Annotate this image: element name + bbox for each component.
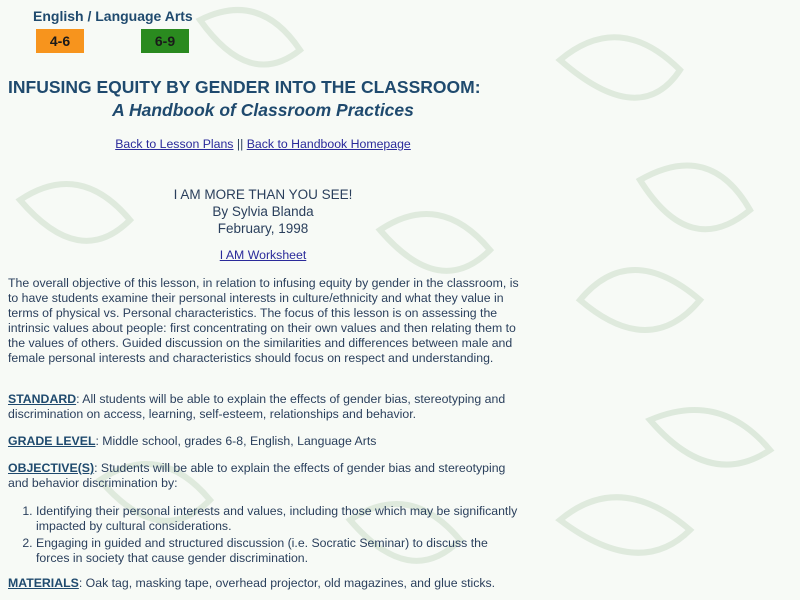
objectives-label: OBJECTIVE(S) xyxy=(8,461,95,475)
subject-heading: English / Language Arts xyxy=(33,8,193,24)
objective-item: 1. Identifying their personal interests and values, including those which may be significantly impacted by cultural considerations. xyxy=(36,504,523,534)
page-subtitle: A Handbook of Classroom Practices xyxy=(112,100,414,120)
objectives-text: : Students will be able to explain the effects of gender bias and stereotyping and behavior discrimination by: xyxy=(8,461,506,490)
standard-section xyxy=(8,392,523,422)
materials-label: MATERIALS xyxy=(8,576,79,590)
lesson-date: February, 1998 xyxy=(217,221,309,236)
nav-separator: || xyxy=(236,137,244,151)
lesson-author: By Sylvia Blanda xyxy=(212,204,314,219)
back-to-lesson-plans-link[interactable]: Back to Lesson Plans xyxy=(115,137,234,151)
lesson-title: I AM MORE THAN YOU SEE! xyxy=(173,187,353,202)
worksheet-link[interactable]: I AM Worksheet xyxy=(219,248,307,262)
objective-item: 2. Engaging in guided and structured discussion (i.e. Socratic Seminar) to discuss the forces in society that cause gender discrimination. xyxy=(36,536,523,566)
objectives-section xyxy=(8,461,523,566)
grade-level-text: : Middle school, grades 6-8, English, Language Arts xyxy=(95,434,377,448)
materials-text: : Oak tag, masking tape, overhead projector, old magazines, and glue sticks. xyxy=(78,576,496,590)
lesson-header xyxy=(8,186,518,237)
overview-paragraph: The overall objective of this lesson, in relation to infusing equity by gender in the classroom, is to have students examine their personal interests in culture/ethnicity and what they value in terms of physical vs. Personal characteristics. The focus of this lesson is on assessing the intrinsic values about people: first concentrating on their own values and then relating them to the values of others. Guided discussion on the similarities and differences between male and female personal interests and characteristics should focus on respect and understanding. xyxy=(8,276,519,365)
grade-level-label: GRADE LEVEL xyxy=(8,434,96,448)
grade-badge-4-6[interactable]: 4-6 xyxy=(36,29,84,53)
nav-links xyxy=(8,137,518,152)
back-to-homepage-link[interactable]: Back to Handbook Homepage xyxy=(246,137,411,151)
grade-level-section xyxy=(8,434,523,449)
grade-badge-6-9[interactable]: 6-9 xyxy=(141,29,189,53)
standard-label: STANDARD xyxy=(8,392,77,406)
materials-section xyxy=(8,576,523,591)
page-title: INFUSING EQUITY BY GENDER INTO THE CLASSROOM: xyxy=(8,77,481,97)
standard-text: : All students will be able to explain the effects of gender bias, stereotyping and discrimination on access, learning, self-esteem, relationships and behavior. xyxy=(8,392,506,421)
